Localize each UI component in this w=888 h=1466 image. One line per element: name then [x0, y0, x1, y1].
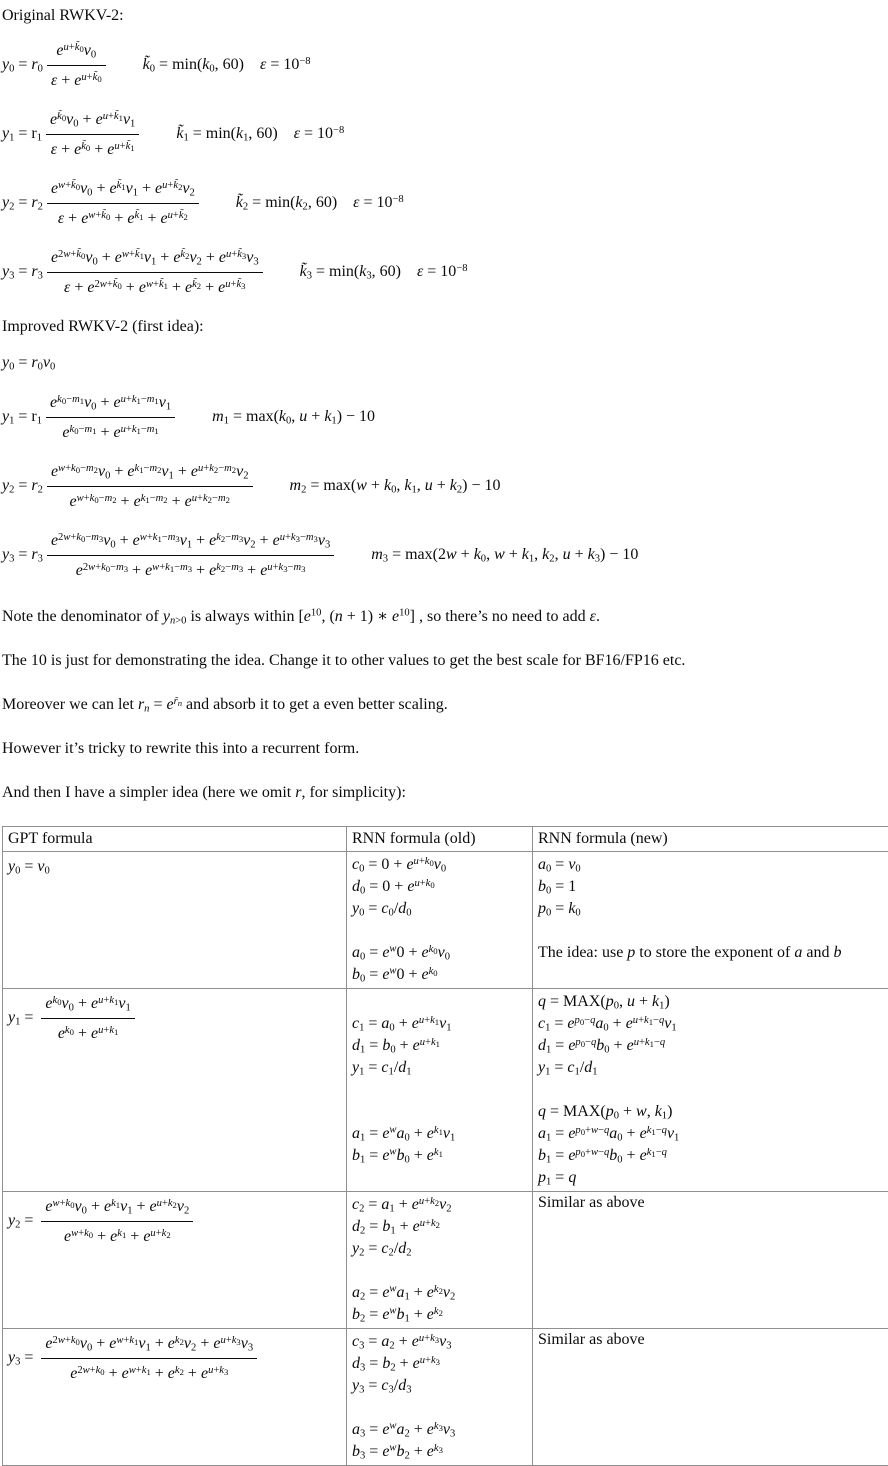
- table-header-row: [3, 827, 888, 852]
- rnn-new-cell: [533, 1329, 888, 1466]
- formula-line: [352, 1260, 527, 1282]
- formula-line: $c_1 = e^{p_0-q}a_0 + e^{u+k_1-q}v_1$: [538, 1013, 885, 1035]
- formula-line: The idea: use p to store the exponent of a and b: [538, 942, 885, 964]
- fraction: $\frac{e^{k_0-m_1}v_0 + e^{u+k_1-m_1}v_1}{e^{k_0-m_1} + e^{u+k_1-m_1}}$: [46, 390, 175, 445]
- gpt-formula-cell: [3, 1329, 347, 1466]
- formula-line: [538, 1079, 885, 1101]
- display-formula: $y_1 = r_1$ $\frac{e^{k̃_0}v_0 + e^{u+k̃_1}v_1}{\varepsilon + e^{k̃_0} + e^{u+k̃_1}}$ $k̃_1 = \min(k_1$, 60) $\varepsilon = 10^{-8}$: [2, 107, 888, 162]
- formula-line: $d_1 = e^{p_0-q}b_0 + e^{u+k_1-q}$: [538, 1035, 885, 1057]
- table-row: [3, 1329, 888, 1466]
- gpt-formula-cell: [3, 852, 347, 989]
- notes-sections: [2, 5, 888, 803]
- formula-line: $c_3 = a_2 + e^{u+k_3}v_3$: [352, 1331, 527, 1353]
- formula-line: $d_1 = b_0 + e^{u+k_1}$: [352, 1035, 527, 1057]
- formula-comparison-table: [2, 826, 888, 1466]
- fraction: $\frac{e^{2w+k_0}v_0 + e^{w+k_1}v_1 + e^{k_2}v_2 + e^{u+k_3}v_3}{e^{2w+k_0} + e^{w+k_1} + e^{k_2} + e^{u+k_3}}$: [41, 1331, 257, 1386]
- display-formula: $y_2 = r_2$ $\frac{e^{w+k_0-m_2}v_0 + e^{k_1-m_2}v_1 + e^{u+k_2-m_2}v_2}{e^{w+k_0-m_2} + e^{k_1-m_2} + e^{u+k_2-m_2}}$ $m_2 = \max(w + k_0$, $k_1$, $u + k_2) - 10$: [2, 459, 888, 514]
- formula-line: $q = MAX(p_0$, $u + k_1$): [538, 991, 885, 1013]
- col-header-rnn-formula-new: RNN formula (new): [533, 827, 888, 852]
- formula-line: $a_0 = e^w0 + e^{k_0}v_0$: [352, 942, 527, 964]
- formula-line: $b_3 = e^wb_2 + e^{k_3}$: [352, 1441, 527, 1463]
- display-formula: $y_2 = r_2$ $\frac{e^{w+k̃_0}v_0 + e^{k̃_1}v_1 + e^{u+k̃_2}v_2}{\varepsilon + e^{w+k̃_0} + e^{k̃_1} + e^{u+k̃_2}}$ $k̃_2 = \min(k_2$, 60) $\varepsilon = 10^{-8}$: [2, 176, 888, 231]
- gpt-formula-cell: [3, 989, 347, 1192]
- display-formula: $y_1 = r_1$ $\frac{e^{k_0-m_1}v_0 + e^{u+k_1-m_1}v_1}{e^{k_0-m_1} + e^{u+k_1-m_1}}$ $m_1 = \max(k_0$, $u + k_1) - 10$: [2, 390, 888, 445]
- fraction: $\frac{e^{k̃_0}v_0 + e^{u+k̃_1}v_1}{\varepsilon + e^{k̃_0} + e^{u+k̃_1}}$: [46, 107, 139, 162]
- formula-line: $a_3 = e^wa_2 + e^{k_3}v_3$: [352, 1419, 527, 1441]
- formula-line: [352, 1079, 527, 1101]
- paragraph-with-math: Note the denominator of $y_{n>0}$ is always within [$e^{10}$, (n + 1) ∗ $e^{10}$] , so there’s no need to add ε.: [2, 606, 888, 627]
- formula-line: $y_1 = c_1/d_1$: [352, 1057, 527, 1079]
- formula-line: $a_2 = e^wa_1 + e^{k_2}v_2$: [352, 1282, 527, 1304]
- fraction: $\frac{e^{w+k_0}v_0 + e^{k_1}v_1 + e^{u+k_2}v_2}{e^{w+k_0} + e^{k_1} + e^{u+k_2}}$: [41, 1194, 193, 1249]
- fraction: $\frac{e^{u+k̃_0}v_0}{\varepsilon + e^{u+k̃_0}}$: [47, 38, 106, 93]
- table-row: [3, 989, 888, 1192]
- rnn-old-cell: [347, 1329, 533, 1466]
- cell-formula: $y_2$ = $\frac{e^{w+k_0}v_0 + e^{k_1}v_1 + e^{u+k_2}v_2}{e^{w+k_0} + e^{k_1} + e^{u+k_2}}$: [8, 1194, 341, 1249]
- formula-line: $c_0 = 0 + e^{u+k_0}v_0$: [352, 854, 527, 876]
- formula-line: $y_3 = c_3/d_3$: [352, 1375, 527, 1397]
- table-row: [3, 1192, 888, 1329]
- rnn-old-cell: [347, 989, 533, 1192]
- formula-line: $p_0 = k_0$: [538, 898, 885, 920]
- formula-line: $a_1 = e^wa_0 + e^{k_1}v_1$: [352, 1123, 527, 1145]
- gpt-formula-cell: [3, 1192, 347, 1329]
- formula-line: $c_1 = a_0 + e^{u+k_1}v_1$: [352, 1013, 527, 1035]
- rnn-old-cell: [347, 852, 533, 989]
- formula-line: $a_1 = e^{p_0+w-q}a_0 + e^{k_1-q}v_1$: [538, 1123, 885, 1145]
- formula-line: $q = MAX(p_0 + w$, $k_1$): [538, 1101, 885, 1123]
- rnn-new-cell: [533, 989, 888, 1192]
- rnn-new-cell: [533, 1192, 888, 1329]
- fraction: $\frac{e^{w+k_0-m_2}v_0 + e^{k_1-m_2}v_1 + e^{u+k_2-m_2}v_2}{e^{w+k_0-m_2} + e^{k_1-m_2} + e^{u+k_2-m_2}}$: [47, 459, 253, 514]
- section-heading: Improved RWKV-2 (first idea):: [2, 316, 888, 337]
- paragraph: The 10 is just for demonstrating the idea. Change it to other values to get the best scale for BF16/FP16 etc.: [2, 650, 888, 671]
- formula-line: $b_0 = e^w0 + e^{k_0}$: [352, 964, 527, 986]
- cell-formula: $y_0 = v_0$: [8, 854, 341, 880]
- formula-line: $d_2 = b_1 + e^{u+k_2}$: [352, 1216, 527, 1238]
- formula-line: $b_1 = e^wb_0 + e^{k_1}$: [352, 1145, 527, 1167]
- rnn-new-cell: [533, 852, 888, 989]
- formula-line: $y_0 = c_0/d_0$: [352, 898, 527, 920]
- formula-line: $p_1 = q$: [538, 1167, 885, 1189]
- col-header-gpt-formula: GPT formula: [3, 827, 347, 852]
- formula-line: $a_0 = v_0$: [538, 854, 885, 876]
- display-formula: $y_0 = r_0v_0$: [2, 349, 888, 376]
- display-formula: $y_0 = r_0$ $\frac{e^{u+k̃_0}v_0}{\varepsilon + e^{u+k̃_0}}$ $k̃_0 = \min(k_0$, 60) $\varepsilon = 10^{-8}$: [2, 38, 888, 93]
- paragraph-with-math: Moreover we can let $r_n = e^{r̃_n}$ and absorb it to get a even better scaling.: [2, 694, 888, 715]
- fraction: $\frac{e^{2w+k_0-m_3}v_0 + e^{w+k_1-m_3}v_1 + e^{k_2-m_3}v_2 + e^{u+k_3-m_3}v_3}{e^{2w+k_0-m_3} + e^{w+k_1-m_3} + e^{k_2-m_3} + e^{u+k_3-m_3}}$: [47, 528, 334, 583]
- formula-line: $b_0 = 1$: [538, 876, 885, 898]
- formula-line: $d_0 = 0 + e^{u+k_0}$: [352, 876, 527, 898]
- rnn-old-cell: [347, 1192, 533, 1329]
- display-formula: $y_3 = r_3$ $\frac{e^{2w+k_0-m_3}v_0 + e^{w+k_1-m_3}v_1 + e^{k_2-m_3}v_2 + e^{u+k_3-m_3}v_3}{e^{2w+k_0-m_3} + e^{w+k_1-m_3} + e^{k_2-m_3} + e^{u+k_3-m_3}}$ $m_3 = \max(2w + k_0$, $w + k_1$, $k_2$, $u + k_3) - 10$: [2, 528, 888, 583]
- cell-formula: $y_1$ = $\frac{e^{k_0}v_0 + e^{u+k_1}v_1}{e^{k_0} + e^{u+k_1}}$: [8, 991, 341, 1046]
- formula-line: $d_3 = b_2 + e^{u+k_3}$: [352, 1353, 527, 1375]
- fraction: $\frac{e^{k_0}v_0 + e^{u+k_1}v_1}{e^{k_0} + e^{u+k_1}}$: [41, 991, 134, 1046]
- formula-line: $c_2 = a_1 + e^{u+k_2}v_2$: [352, 1194, 527, 1216]
- formula-line: [352, 991, 527, 1013]
- formula-line: [538, 920, 885, 942]
- display-formula: $y_3 = r_3$ $\frac{e^{2w+k̃_0}v_0 + e^{w+k̃_1}v_1 + e^{k̃_2}v_2 + e^{u+k̃_3}v_3}{\varepsilon + e^{2w+k̃_0} + e^{w+k̃_1} + e^{k̃_2} + e^{u+k̃_3}}$ $k̃_3 = \min(k_3$, 60) $\varepsilon = 10^{-8}$: [2, 245, 888, 300]
- table-row: [3, 852, 888, 989]
- paragraph: However it’s tricky to rewrite this into a recurrent form.: [2, 738, 888, 759]
- formula-line: [352, 1397, 527, 1419]
- similar-as-above-text: Similar as above: [538, 1194, 645, 1211]
- col-header-rnn-formula-old: RNN formula (old): [347, 827, 533, 852]
- fraction: $\frac{e^{2w+k̃_0}v_0 + e^{w+k̃_1}v_1 + e^{k̃_2}v_2 + e^{u+k̃_3}v_3}{\varepsilon + e^{2w+k̃_0} + e^{w+k̃_1} + e^{k̃_2} + e^{u+k̃_3}}$: [47, 245, 263, 300]
- formula-line: [352, 1101, 527, 1123]
- formula-line: $b_1 = e^{p_0+w-q}b_0 + e^{k_1-q}$: [538, 1145, 885, 1167]
- formula-line: [352, 920, 527, 942]
- formula-line: $b_2 = e^wb_1 + e^{k_2}$: [352, 1304, 527, 1326]
- similar-as-above-text: Similar as above: [538, 1331, 645, 1348]
- paragraph-with-math: And then I have a simpler idea (here we omit r, for simplicity):: [2, 782, 888, 803]
- formula-line: $y_2 = c_2/d_2$: [352, 1238, 527, 1260]
- cell-formula: $y_3$ = $\frac{e^{2w+k_0}v_0 + e^{w+k_1}v_1 + e^{k_2}v_2 + e^{u+k_3}v_3}{e^{2w+k_0} + e^{w+k_1} + e^{k_2} + e^{u+k_3}}$: [8, 1331, 341, 1386]
- formula-line: $y_1 = c_1/d_1$: [538, 1057, 885, 1079]
- section-heading: Original RWKV-2:: [2, 5, 888, 26]
- fraction: $\frac{e^{w+k̃_0}v_0 + e^{k̃_1}v_1 + e^{u+k̃_2}v_2}{\varepsilon + e^{w+k̃_0} + e^{k̃_1} + e^{u+k̃_2}}$: [47, 176, 199, 231]
